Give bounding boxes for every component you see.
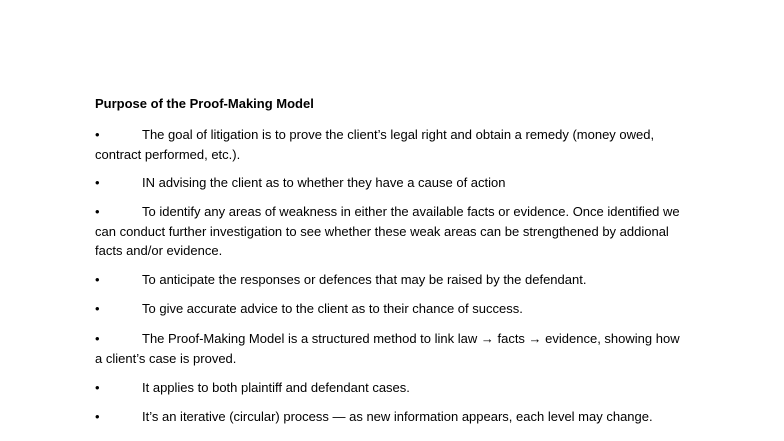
bullet-item-anticipate-defences xyxy=(95,270,685,290)
bullet-text: To anticipate the responses or defences that may be raised by the defendant. xyxy=(142,272,587,287)
bullet-icon: • xyxy=(95,301,100,316)
bullet-item-litigation-goal xyxy=(95,125,685,164)
section-heading: Purpose of the Proof-Making Model xyxy=(95,96,314,111)
bullet-icon: • xyxy=(95,175,100,190)
bullet-icon: • xyxy=(95,127,100,142)
bullet-icon: • xyxy=(95,409,100,424)
bullet-icon: • xyxy=(95,380,100,395)
bullet-item-advising-client xyxy=(95,173,685,193)
bullet-item-accurate-advice xyxy=(95,299,685,319)
bullet-text: It applies to both plaintiff and defendant cases. xyxy=(142,380,410,395)
bullet-text: IN advising the client as to whether they have a cause of action xyxy=(142,175,506,190)
bullet-item-applies-both xyxy=(95,378,685,398)
bullet-text: To give accurate advice to the client as to their chance of success. xyxy=(142,301,523,316)
bullet-text: To identify any areas of weakness in either the available facts or evidence. Once identified we can conduct further investigation to see whether these weak areas can be strengthened by addional facts and/or evidence. xyxy=(95,204,680,258)
bullet-item-structured-method xyxy=(95,329,685,368)
bullet-icon: • xyxy=(95,272,100,287)
bullet-item-identify-weakness xyxy=(95,202,685,261)
bullet-text: It’s an iterative (circular) process — as new information appears, each level may change. xyxy=(142,409,653,424)
bullet-text: The Proof-Making Model is a structured method to link law → facts → evidence, showing how a client’s case is proved. xyxy=(95,331,680,366)
bullet-icon: • xyxy=(95,331,100,346)
bullet-item-iterative-process xyxy=(95,407,685,427)
bullet-text: The goal of litigation is to prove the client’s legal right and obtain a remedy (money owed, contract performed, etc.). xyxy=(95,127,655,162)
bullet-icon: • xyxy=(95,204,100,219)
